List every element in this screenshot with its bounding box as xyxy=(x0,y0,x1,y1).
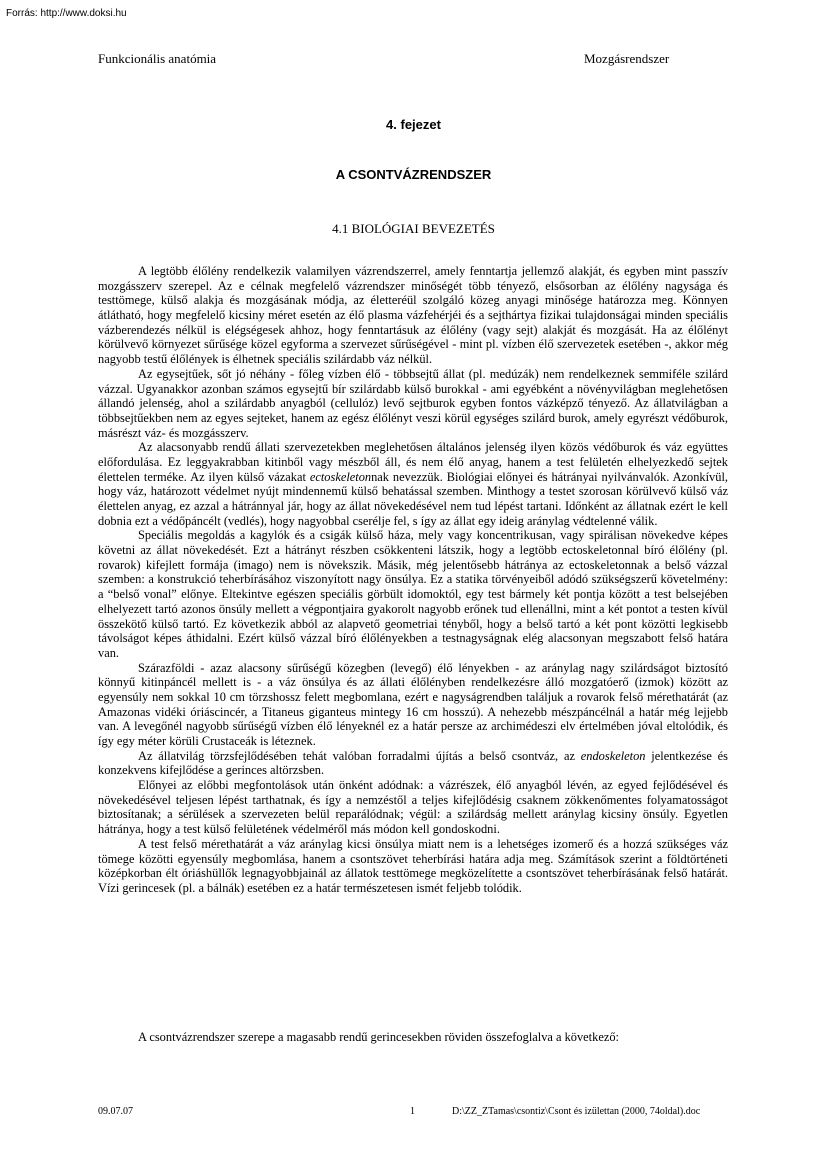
term-endoskeleton: endoskeleton xyxy=(580,748,646,763)
footer-date: 09.07.07 xyxy=(98,1106,133,1117)
term-ectoskeleton: ectoskeleton xyxy=(309,469,372,484)
body-text xyxy=(98,264,728,896)
paragraph: A test felső mérethatárát a váz aránylag kicsi önsúlya miatt nem is a lehetséges izomerő és a hozzá szükséges váz tömege közötti egyensúly megbomlása, hanem a csontszövet teherbírási határa adja meg. Számítások szerint a földtörténeti középkorban élt óriáshüllők legnagyobbjainál az állatok testtömege megközelítette a csontszövet teherbírásának felső határát. Vízi gerincesek (pl. a bálnák) esetében ez a határ természetesen ismét feljebb tolódik. xyxy=(98,836,728,895)
paragraph-text: jelentkezése és konzekvens kifejlődése a gerinces altörzsben. xyxy=(98,748,728,778)
footer-page-number: 1 xyxy=(410,1106,415,1117)
source-note: Forrás: http://www.doksi.hu xyxy=(6,8,127,19)
running-header-right: Mozgásrendszer xyxy=(584,51,670,66)
paragraph: Speciális megoldás a kagylók és a csigák külső háza, mely vagy koncentrikusan, vagy spirálisan növekedve képes követni az állat növekedését. Ezt a hátrányt részben csökkenteni látszik, hogy a legtöbb ectoskeletonnal bíró élőlény (pl. rovarok) kifejlett formája (imago) nem is növekszik. Másik, még jelentősebb hátránya az ectoskeletonnak a belső vázzal szemben: a konstrukció teherbírásához viszonyított nagy önsúlya. Ez a statika törvényeiből adódó szükségszerű követelmény: a “belső vonal” előnye. Eltekintve egészen speciális görbült idomoktól, egy test bármely két pontja között a test belsejében elhelyezett tartó azonos önsúly mellett a végpontjaira gyakorolt nagyobb erőnek tud ellenállni, mint a két pontot a testen kívül összekötő külső tartó. Ez következik abból az alapvető geometriai tényből, hogy a belső tartó a két pont közötti legkisebb távolságot képes áthidalni. Ezért külső vázzal bíró élőlényekben a testnagyságnak elég alacsonyan megszabott felső határa van. xyxy=(98,528,728,660)
paragraph: Előnyei az előbbi megfontolások után önként adódnak: a vázrészek, élő anyagból lévén, az egyed fejlődésével és növekedésével teljesen lépést tarthatnak, és így a nemzéstől a teljes kifejlődésig csaknem zökkenőmentes folyamatosságot biztosítanak; a sérülések a szervezeten belül reparálódnak; végül: a szilárdság mellett aránylag kicsiny önsúly. Egyetlen hátránya, hogy a test külső felületének védelméről más módon kell gondoskodni. xyxy=(98,778,728,837)
paragraph-text: Az alacsonyabb rendű állati szervezetekben meglehetősen általános jelenség ilyen közös védőburok és váz együttes előfordulása. Ez leggyakrabban kitinből vagy mészből áll, és nem élő anyag, hanem a test felületén elhelyezkedő sejtek élettelen terméke. Az ilyen külső vázakat xyxy=(98,440,728,484)
chapter-label: 4. fejezet xyxy=(386,117,441,132)
paragraph-text: Az állatvilág törzsfejlődésében tehát valóban forradalmi újítás a belső csontváz, az xyxy=(138,748,581,763)
paragraph: Szárazföldi - azaz alacsony sűrűségű közegben (levegő) élő lényekben - az aránylag nagy szilárdságot biztosító könnyű kitinpáncél mellett is - a váz önsúlya és az állati élőlényben rendelkezésre álló mozgatóerő (izmok) között az egyensúly nem sokkal 10 cm törzshossz felett megbomlana, ezért e nagyságrendben találjuk a rovarok felső mérethatárát (az Amazonas vidéki óriáscincér, a Titaneus giganteus mintegy 16 cm hosszú). A nehezebb mészpáncélnál a határ még lejjebb van. A levegőnél nagyobb sűrűségű vízben élő lényeknél ez a határ persze az archimédeszi elv értelmében jóval eltolódik, és így egy méter körüli Crustaceák is léteznek. xyxy=(98,660,728,748)
paragraph: A legtöbb élőlény rendelkezik valamilyen vázrendszerrel, amely fenntartja jellemző alakját, és egyben mint passzív mozgásszerv szerepel. Az e célnak megfelelő vázrendszer minőségét több tényező, elsősorban az élőlény nagysága és testtömege, külső alakja és mozgásának módja, az életteréül szolgáló közeg anyagi minősége határozza meg. Könnyen átlátható, hogy megfelelő kicsiny méret esetén az élő plasma vázfehérjéi és a sejthártya fizikai tulajdonságai minden speciális vázberendezés nélkül is elégségesek ahhoz, hogy fenntartásuk az élőlény (vagy sejt) alakját és mozgását. Ha az élőlényt körülvevő környezet sűrűsége közel egyforma a szervezet sűrűségével - mint pl. vízben élő szervezetek esetében -, akkor még nagyobb testű élőlények is élhetnek speciális szilárdabb váz nélkül. xyxy=(98,264,728,367)
closing-sentence: A csontvázrendszer szerepe a magasabb rendű gerincesekben röviden összefoglalva a következő: xyxy=(138,1030,619,1044)
paragraph xyxy=(98,440,728,528)
section-heading: 4.1 BIOLÓGIAI BEVEZETÉS xyxy=(332,221,495,236)
paragraph-text: nak nevezzük. Biológiai előnyei és hátrányai nyilvánvalók. Azonkívül, hogy váz, határozott védelmet nyújt mindennemű külső behatással szemben. Minthogy a testet szorosan körülvevő külső váz élettelen anyag, ez azzal a hátránnyal jár, hogy az állat növekedésével nem tud lépést tartani. Időnként az állatnak ezért le kell dobnia ezt a védőpáncélt (vedlés), hogy nagyobbal cserélje fel, s így az állat egy ideig aránylag védtelenné válik. xyxy=(98,469,728,528)
paragraph: Az egysejtűek, sőt jó néhány - főleg vízben élő - többsejtű állat (pl. medúzák) nem rendelkeznek semmiféle szilárd vázzal. Ugyanakkor azonban számos egysejtű bír szilárdabb külső burokkal - ami egyébként a növényvilágban meglehetősen állandó jelenség, ahol a szilárdabb anyagból (cellulóz) levő sejtburok egyben fontos vázképző tényező. Az állatvilágban a többsejtűekben nem az egyes sejteket, hanem az egész élőlényt veszi körül egységes szilárd burok, amely egyrészt védőburok, másrészt váz- és mozgásszerv. xyxy=(98,366,728,440)
running-header-left: Funkcionális anatómia xyxy=(98,51,217,66)
chapter-title: A CSONTVÁZRENDSZER xyxy=(335,167,492,182)
paragraph xyxy=(98,749,728,778)
footer-file-path: D:\ZZ_ZTamas\csontiz\Csont és izülettan (2000, 74oldal).doc xyxy=(452,1106,701,1117)
